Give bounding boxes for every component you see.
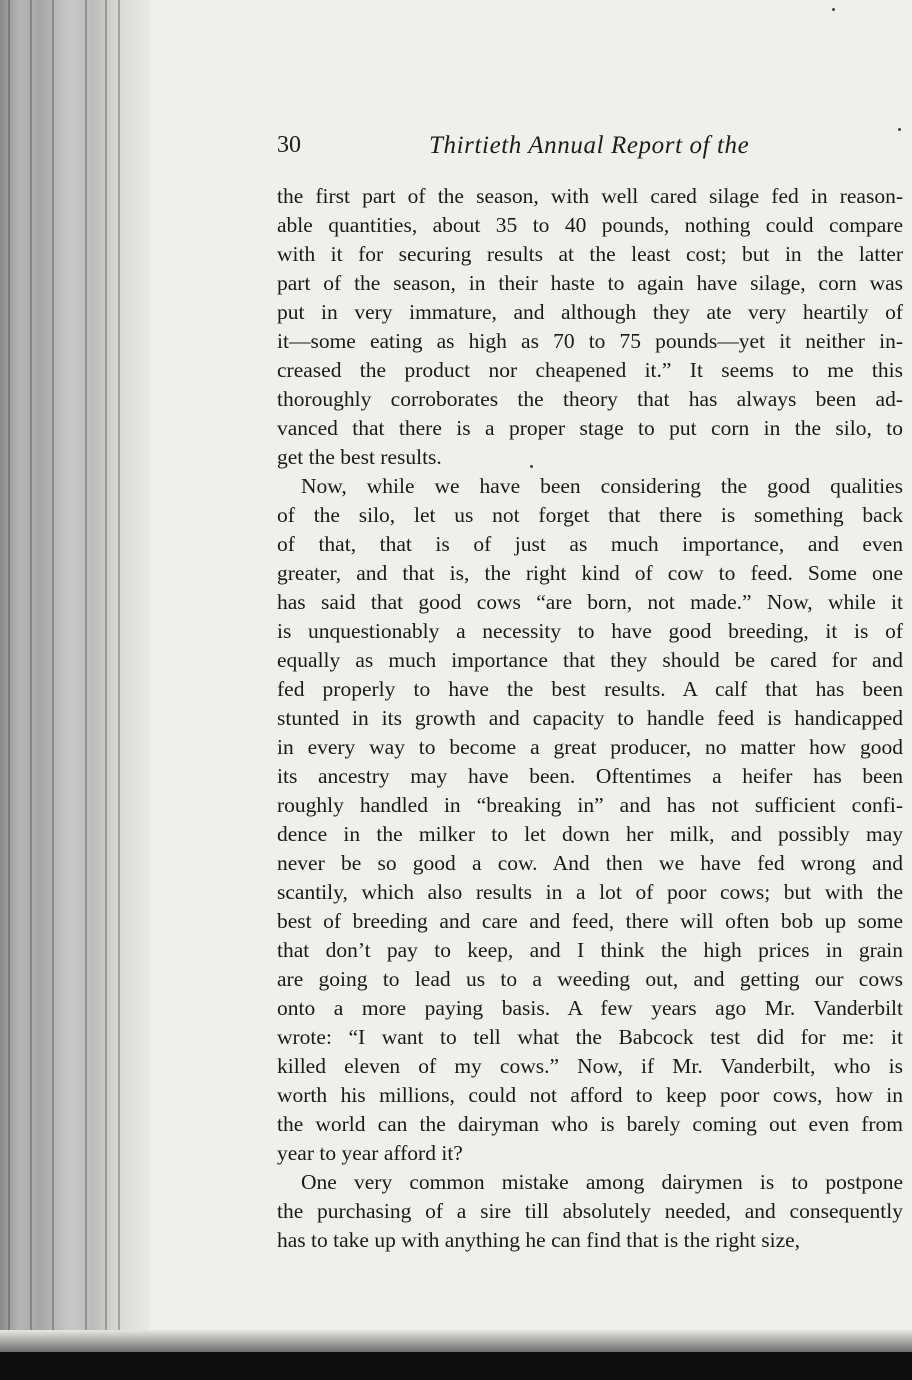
text-line: scantily, which also results in a lot of poor cows; but with the	[277, 880, 903, 904]
text-line: are going to lead us to a weeding out, and getting our cows	[277, 967, 903, 991]
text-line: is unquestionably a necessity to have good breeding, it is of	[277, 619, 903, 643]
text-line: put in very immature, and although they ate very heartily of	[277, 300, 903, 324]
text-line: best of breeding and care and feed, there will often bob up some	[277, 909, 903, 933]
text-line: of the silo, let us not forget that there is something back	[277, 503, 903, 527]
text-line: dence in the milker to let down her milk, and possibly may	[277, 822, 903, 846]
text-line: equally as much importance that they should be cared for and	[277, 648, 903, 672]
text-line: One very common mistake among dairymen is to postpone	[301, 1170, 903, 1194]
text-line: stunted in its growth and capacity to handle feed is handicapped	[277, 706, 903, 730]
text-line: killed eleven of my cows.” Now, if Mr. Vanderbilt, who is	[277, 1054, 903, 1078]
running-head-title: Thirtieth Annual Report of the	[429, 132, 750, 159]
running-head	[277, 132, 912, 166]
text-line: part of the season, in their haste to again have silage, corn was	[277, 271, 903, 295]
text-line: of that, that is of just as much importance, and even	[277, 532, 903, 556]
text-line: wrote: “I want to tell what the Babcock test did for me: it	[277, 1025, 903, 1049]
text-line: thoroughly corroborates the theory that has always been ad-	[277, 387, 903, 411]
gutter-line	[118, 0, 120, 1340]
text-line: fed properly to have the best results. A calf that has been	[277, 677, 903, 701]
gutter-line	[105, 0, 107, 1340]
text-line: worth his millions, could not afford to keep poor cows, how in	[277, 1083, 903, 1107]
text-line: never be so good a cow. And then we have fed wrong and	[277, 851, 903, 875]
text-line: it—some eating as high as 70 to 75 pounds—yet it neither in-	[277, 329, 903, 353]
text-line: onto a more paying basis. A few years ago Mr. Vanderbilt	[277, 996, 903, 1020]
scanner-border	[0, 1352, 912, 1380]
page-number: 30	[277, 132, 301, 158]
text-line: in every way to become a great producer, no matter how good	[277, 735, 903, 759]
paragraph	[277, 1168, 903, 1255]
text-line: with it for securing results at the least cost; but in the latter	[277, 242, 903, 266]
text-line: the world can the dairyman who is barely coming out even from	[277, 1112, 903, 1136]
text-line: its ancestry may have been. Oftentimes a heifer has been	[277, 764, 903, 788]
paragraph	[277, 182, 903, 472]
text-line: the first part of the season, with well cared silage fed in reason-	[277, 184, 903, 208]
gutter-line	[30, 0, 32, 1340]
gutter-line	[8, 0, 10, 1340]
text-line: that don’t pay to keep, and I think the high prices in grain	[277, 938, 903, 962]
text-line: the purchasing of a sire till absolutely needed, and consequently	[277, 1199, 903, 1223]
scan-speck	[832, 8, 835, 11]
text-line: creased the product nor cheapened it.” It seems to me this	[277, 358, 903, 382]
text-line: roughly handled in “breaking in” and has not sufficient confi-	[277, 793, 903, 817]
page-bottom-edge	[0, 1330, 912, 1352]
text-line: year to year afford it?	[277, 1141, 463, 1165]
text-line: has said that good cows “are born, not made.” Now, while it	[277, 590, 903, 614]
scan-speck	[898, 128, 901, 131]
text-line: greater, and that is, the right kind of cow to feed. Some one	[277, 561, 903, 585]
binding-gutter	[0, 0, 150, 1380]
text-line: vanced that there is a proper stage to put corn in the silo, to	[277, 416, 903, 440]
paragraph	[277, 472, 903, 1168]
gutter-line	[85, 0, 87, 1340]
gutter-line	[52, 0, 54, 1340]
text-line: has to take up with anything he can find that is the right size,	[277, 1228, 801, 1252]
text-line: Now, while we have been considering the good qualities	[301, 474, 903, 498]
text-line: get the best results.	[277, 445, 442, 469]
text-line: able quantities, about 35 to 40 pounds, nothing could compare	[277, 213, 903, 237]
body-text	[277, 182, 903, 1255]
